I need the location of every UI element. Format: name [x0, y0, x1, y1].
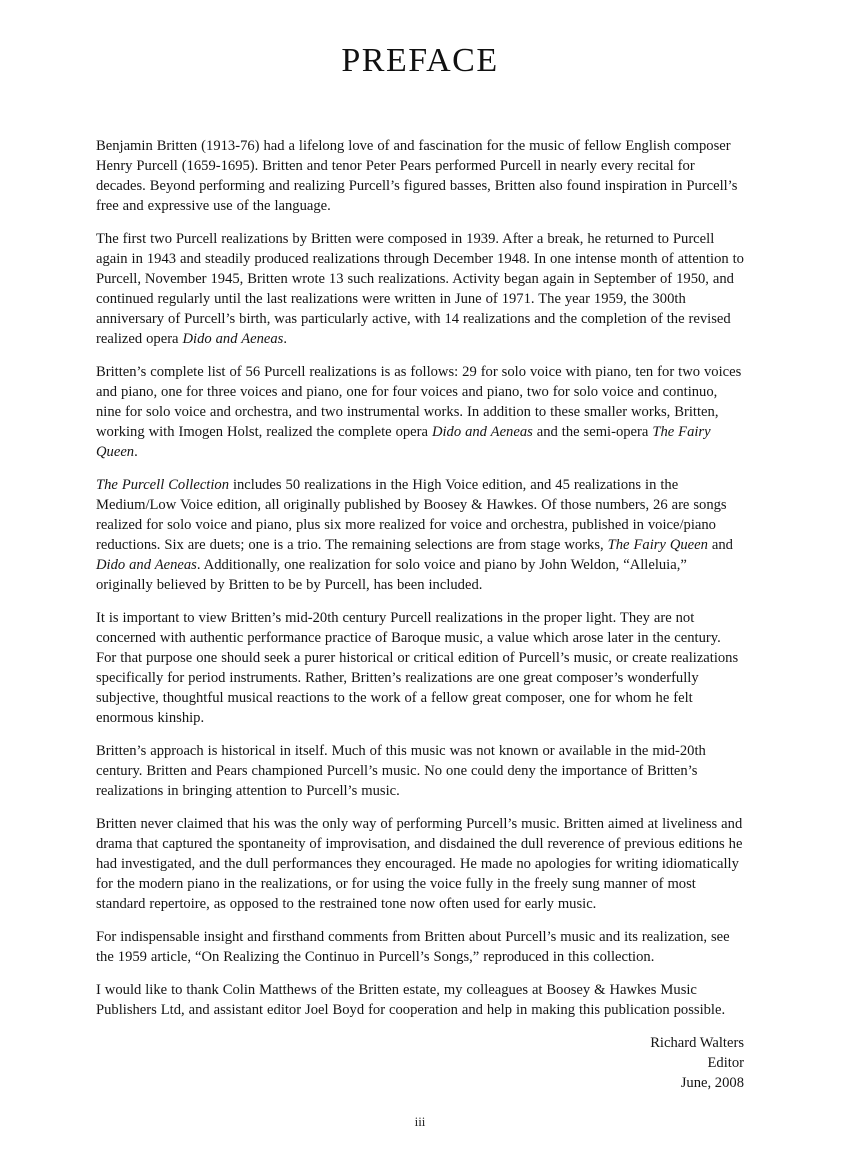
- signature-date: June, 2008: [680, 1075, 744, 1091]
- paragraph: I would like to thank Colin Matthews of the Britten estate, my colleagues at Boosey & Hawkes Music Publishers Ltd, and assistant editor Joel Boyd for cooperation and help in making this publication possible.: [96, 982, 726, 1018]
- paragraph: Britten never claimed that his was the only way of performing Purcell’s music. Britten aimed at liveliness and drama that captured the spontaneity of improvisation, and disdained the dull reverence of previous editions he had investigated, and the dull performances they encouraged. He made no apologies for writing idiomatically for the modern piano in the realizations, or for using the voice fully in the freely sung manner of most standard repertoire, as opposed to the restrained tone now often used for early music.: [96, 816, 743, 912]
- paragraph: For indispensable insight and firsthand comments from Britten about Purcell’s music and its realization, see the 1959 article, “On Realizing the Continuo in Purcell’s Songs,” reproduced in this collection.: [96, 929, 730, 965]
- signature-role: Editor: [707, 1055, 744, 1071]
- page-title: PREFACE: [341, 42, 499, 79]
- paragraph: Benjamin Britten (1913-76) had a lifelong love of and fascination for the music of fellow English composer Henry Purcell (1659-1695). Britten and tenor Peter Pears performed Purcell in nearly every recital for decades. Beyond performing and realizing Purcell’s figured basses, Britten also found inspiration in Purcell’s free and expressive use of the language.: [96, 138, 738, 214]
- paragraph: Britten’s complete list of 56 Purcell realizations is as follows: 29 for solo voice with piano, ten for two voices and piano, one for three voices and piano, one for four voices and piano, two for solo voice and continuo, nine for solo voice and orchestra, and two instrumental works. In addition to these smaller works, Britten, working with Imogen Holst, realized the complete opera Dido and Aeneas and the semi-opera The Fairy Queen.: [96, 364, 742, 460]
- paragraph: The Purcell Collection includes 50 realizations in the High Voice edition, and 45 realizations in the Medium/Low Voice edition, all originally published by Boosey & Hawkes. Of those numbers, 26 are songs realized for solo voice and piano, plus six more realized for voice and orchestra, published in voice/piano reductions. Six are duets; one is a trio. The remaining selections are from stage works, The Fairy Queen and Dido and Aeneas. Additionally, one realization for solo voice and piano by John Weldon, “Alleluia,” originally believed by Britten to be by Purcell, has been included.: [96, 477, 733, 593]
- content-column: [96, 0, 744, 1093]
- page-number: iii: [414, 1114, 426, 1129]
- paragraph: It is important to view Britten’s mid-20th century Purcell realizations in the proper light. They are not concerned with authentic performance practice of Baroque music, a value which arose later in the century. For that purpose one should seek a purer historical or critical edition of Purcell’s music, or create realizations specifically for period instruments. Rather, Britten’s realizations are one great composer’s wonderfully subjective, thoughtful musical reactions to the work of a fellow great composer, one for whom he felt enormous kinship.: [96, 610, 739, 726]
- signature-block: [96, 1033, 744, 1093]
- paragraph: The first two Purcell realizations by Britten were composed in 1939. After a break, he returned to Purcell again in 1943 and steadily produced realizations through December 1948. In one intense month of attention to Purcell, November 1945, Britten wrote 13 such realizations. Activity began again in September of 1950, and continued regularly until the last realizations were written in June of 1971. The year 1959, the 300th anniversary of Purcell’s birth, was particularly active, with 14 realizations and the completion of the revised realized opera Dido and Aeneas.: [96, 231, 744, 347]
- paragraph: Britten’s approach is historical in itself. Much of this music was not known or available in the mid-20th century. Britten and Pears championed Purcell’s music. No one could deny the importance of Britten’s realizations in bringing attention to Purcell’s music.: [96, 743, 706, 799]
- signature-name: Richard Walters: [650, 1035, 744, 1051]
